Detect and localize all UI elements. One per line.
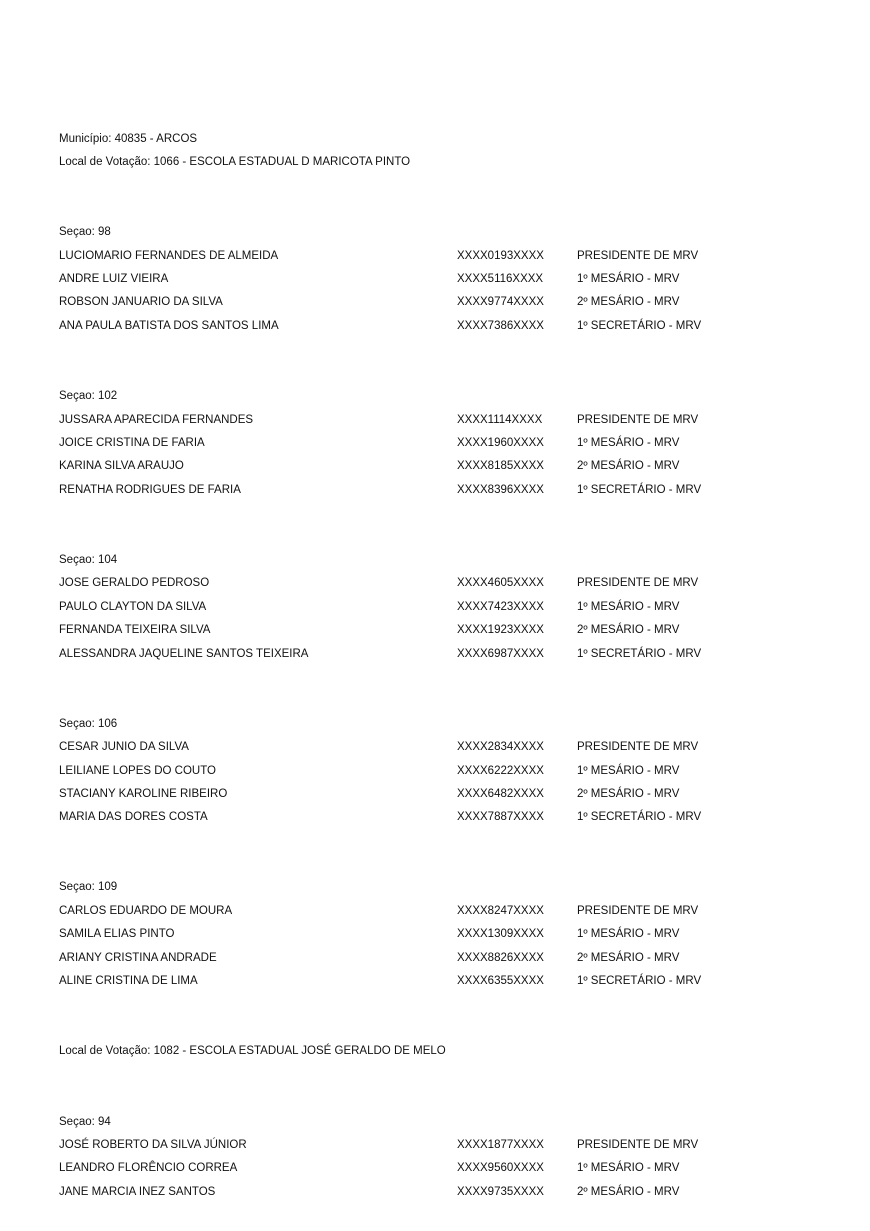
member-name: JOICE CRISTINA DE FARIA (59, 437, 205, 449)
member-name: SAMILA ELIAS PINTO (59, 928, 175, 940)
member-name: LEILIANE LOPES DO COUTO (59, 765, 217, 777)
member-name: FERNANDA TEIXEIRA SILVA (59, 624, 211, 636)
member-code: XXXX1309XXXX (457, 928, 544, 940)
secao-label: Seçao: 98 (59, 226, 111, 238)
member-code: XXXX7887XXXX (457, 811, 544, 823)
member-role: PRESIDENTE DE MRV (577, 741, 699, 753)
member-code: XXXX1923XXXX (457, 624, 544, 636)
member-role: PRESIDENTE DE MRV (577, 414, 699, 426)
member-name: JOSE GERALDO PEDROSO (59, 577, 210, 589)
member-role: 1º MESÁRIO - MRV (577, 273, 680, 285)
member-role: 1º SECRETÁRIO - MRV (577, 484, 702, 496)
member-name: STACIANY KAROLINE RIBEIRO (59, 788, 228, 800)
member-role: 1º SECRETÁRIO - MRV (577, 811, 702, 823)
member-role: 2º MESÁRIO - MRV (577, 624, 680, 636)
member-name: ALINE CRISTINA DE LIMA (59, 975, 198, 987)
member-role: 2º MESÁRIO - MRV (577, 460, 680, 472)
member-role: 1º MESÁRIO - MRV (577, 928, 680, 940)
member-row (59, 904, 819, 918)
member-code: XXXX8185XXXX (457, 460, 544, 472)
secao-label: Seçao: 94 (59, 1116, 111, 1128)
member-role: 1º MESÁRIO - MRV (577, 765, 680, 777)
member-row (59, 272, 819, 286)
member-code: XXXX9774XXXX (457, 296, 544, 308)
secao-label: Seçao: 109 (59, 881, 118, 893)
member-name: KARINA SILVA ARAUJO (59, 460, 184, 472)
member-name: RENATHA RODRIGUES DE FARIA (59, 484, 241, 496)
member-name: JOSÉ ROBERTO DA SILVA JÚNIOR (59, 1139, 247, 1151)
member-role: PRESIDENTE DE MRV (577, 577, 699, 589)
member-code: XXXX6355XXXX (457, 975, 544, 987)
member-row (59, 1185, 819, 1199)
member-row (59, 576, 819, 590)
member-role: 1º SECRETÁRIO - MRV (577, 320, 702, 332)
member-role: 1º MESÁRIO - MRV (577, 601, 680, 613)
member-code: XXXX1877XXXX (457, 1139, 544, 1151)
member-role: PRESIDENTE DE MRV (577, 905, 699, 917)
member-row (59, 974, 819, 988)
member-row (59, 787, 819, 801)
member-name: LUCIOMARIO FERNANDES DE ALMEIDA (59, 250, 279, 262)
member-code: XXXX8247XXXX (457, 905, 544, 917)
member-code: XXXX6987XXXX (457, 648, 544, 660)
member-name: JUSSARA APARECIDA FERNANDES (59, 414, 254, 426)
member-role: 2º MESÁRIO - MRV (577, 1186, 680, 1198)
member-role: PRESIDENTE DE MRV (577, 250, 699, 262)
member-row (59, 623, 819, 637)
member-role: 1º SECRETÁRIO - MRV (577, 648, 702, 660)
member-code: XXXX6482XXXX (457, 788, 544, 800)
secao-label: Seçao: 106 (59, 718, 118, 730)
member-code: XXXX1114XXXX (457, 414, 543, 426)
secao-label: Seçao: 104 (59, 554, 118, 566)
member-name: LEANDRO FLORÊNCIO CORREA (59, 1162, 238, 1174)
member-role: 1º SECRETÁRIO - MRV (577, 975, 702, 987)
member-name: PAULO CLAYTON DA SILVA (59, 601, 207, 613)
member-code: XXXX7423XXXX (457, 601, 544, 613)
member-name: CESAR JUNIO DA SILVA (59, 741, 189, 753)
member-code: XXXX2834XXXX (457, 741, 544, 753)
member-row (59, 249, 819, 263)
member-code: XXXX4605XXXX (457, 577, 544, 589)
member-code: XXXX9735XXXX (457, 1186, 544, 1198)
member-role: PRESIDENTE DE MRV (577, 1139, 699, 1151)
municipio-label: Município: 40835 - ARCOS (59, 133, 198, 145)
member-code: XXXX8396XXXX (457, 484, 544, 496)
member-row (59, 1138, 819, 1152)
member-role: 2º MESÁRIO - MRV (577, 952, 680, 964)
member-code: XXXX1960XXXX (457, 437, 544, 449)
member-code: XXXX8826XXXX (457, 952, 544, 964)
member-row (59, 1161, 819, 1175)
member-row (59, 319, 819, 333)
member-code: XXXX9560XXXX (457, 1162, 544, 1174)
member-code: XXXX6222XXXX (457, 765, 544, 777)
member-row (59, 600, 819, 614)
member-name: ALESSANDRA JAQUELINE SANTOS TEIXEIRA (59, 648, 309, 660)
member-code: XXXX0193XXXX (457, 250, 544, 262)
member-row (59, 764, 819, 778)
secao-label: Seçao: 102 (59, 390, 118, 402)
member-row (59, 951, 819, 965)
member-code: XXXX7386XXXX (457, 320, 544, 332)
member-row (59, 647, 819, 661)
member-name: ANDRE LUIZ VIEIRA (59, 273, 169, 285)
member-name: JANE MARCIA INEZ SANTOS (59, 1186, 216, 1198)
member-role: 2º MESÁRIO - MRV (577, 788, 680, 800)
local-votacao-label: Local de Votação: 1082 - ESCOLA ESTADUAL JOSÉ GERALDO DE MELO (59, 1045, 446, 1057)
member-name: CARLOS EDUARDO DE MOURA (59, 905, 233, 917)
member-row (59, 436, 819, 450)
member-role: 1º MESÁRIO - MRV (577, 1162, 680, 1174)
member-name: ROBSON JANUARIO DA SILVA (59, 296, 223, 308)
member-row (59, 413, 819, 427)
member-code: XXXX5116XXXX (457, 273, 544, 285)
member-row (59, 740, 819, 754)
member-name: MARIA DAS DORES COSTA (59, 811, 208, 823)
member-name: ANA PAULA BATISTA DOS SANTOS LIMA (59, 320, 279, 332)
member-row (59, 295, 819, 309)
member-role: 2º MESÁRIO - MRV (577, 296, 680, 308)
member-role: 1º MESÁRIO - MRV (577, 437, 680, 449)
member-row (59, 927, 819, 941)
member-row (59, 459, 819, 473)
local-votacao-label: Local de Votação: 1066 - ESCOLA ESTADUAL D MARICOTA PINTO (59, 156, 411, 168)
member-row (59, 483, 819, 497)
member-row (59, 810, 819, 824)
member-name: ARIANY CRISTINA ANDRADE (59, 952, 217, 964)
